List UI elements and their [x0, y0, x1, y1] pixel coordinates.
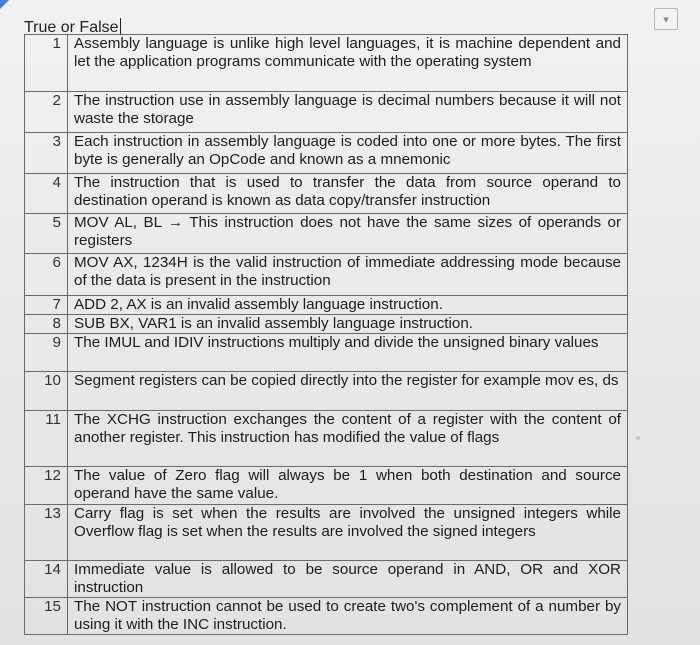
table-row [25, 214, 628, 254]
row-number: 14 [25, 561, 68, 598]
table-row [25, 598, 628, 635]
question-table [24, 34, 628, 635]
table-row [25, 467, 628, 505]
row-number: 5 [25, 214, 68, 254]
table-row [25, 133, 628, 174]
text-cursor [120, 18, 121, 35]
row-number: 3 [25, 133, 68, 174]
table-row [25, 315, 628, 334]
chevron-down-icon: ▾ [663, 13, 669, 26]
table-row [25, 334, 628, 372]
row-number: 1 [25, 35, 68, 92]
dropdown-toggle-button[interactable] [654, 8, 678, 30]
table-row [25, 411, 628, 467]
row-statement[interactable]: Segment registers can be copied directly into the register for example mov es, ds [68, 372, 628, 411]
row-statement[interactable]: The instruction use in assembly language is decimal numbers because it will not waste the storage [68, 92, 628, 133]
row-number: 7 [25, 296, 68, 315]
table-row [25, 296, 628, 315]
table-row [25, 35, 628, 92]
row-statement[interactable]: ADD 2, AX is an invalid assembly language instruction. [68, 296, 628, 315]
comment-marker [636, 436, 640, 440]
row-statement[interactable]: MOV AL, BL → This instruction does not have the same sizes of operands or registers [68, 214, 628, 254]
row-statement[interactable]: Carry flag is set when the results are involved the unsigned integers while Overflow flag is set when the results are involved the signed integers [68, 505, 628, 561]
resize-corner-icon [0, 0, 10, 10]
table-row [25, 254, 628, 296]
table-row [25, 505, 628, 561]
row-statement[interactable]: The instruction that is used to transfer the data from source operand to destination operand is known as data copy/transfer instruction [68, 174, 628, 214]
row-number: 2 [25, 92, 68, 133]
table-row [25, 174, 628, 214]
row-statement[interactable]: Immediate value is allowed to be source operand in AND, OR and XOR instruction [68, 561, 628, 598]
row-statement[interactable]: The XCHG instruction exchanges the content of a register with the content of another register. This instruction has modified the value of flags [68, 411, 628, 467]
table-row [25, 92, 628, 133]
row-number: 12 [25, 467, 68, 505]
row-number: 8 [25, 315, 68, 334]
table-row [25, 372, 628, 411]
row-statement[interactable]: The IMUL and IDIV instructions multiply and divide the unsigned binary values [68, 334, 628, 372]
row-number: 6 [25, 254, 68, 296]
row-statement[interactable]: MOV AX, 1234H is the valid instruction of immediate addressing mode because of the data is present in the instruction [68, 254, 628, 296]
row-number: 9 [25, 334, 68, 372]
row-number: 11 [25, 411, 68, 467]
row-statement[interactable]: Assembly language is unlike high level languages, it is machine dependent and let the application programs communicate with the operating system [68, 35, 628, 92]
question-title-text: True or False [24, 19, 119, 36]
row-number: 13 [25, 505, 68, 561]
row-number: 4 [25, 174, 68, 214]
row-statement[interactable]: The value of Zero flag will always be 1 when both destination and source operand have the same value. [68, 467, 628, 505]
row-statement[interactable]: Each instruction in assembly language is coded into one or more bytes. The first byte is generally an OpCode and known as a mnemonic [68, 133, 628, 174]
table-row [25, 561, 628, 598]
row-number: 10 [25, 372, 68, 411]
row-statement[interactable]: SUB BX, VAR1 is an invalid assembly language instruction. [68, 315, 628, 334]
row-statement[interactable]: The NOT instruction cannot be used to create two's complement of a number by using it with the INC instruction. [68, 598, 628, 635]
row-number: 15 [25, 598, 68, 635]
